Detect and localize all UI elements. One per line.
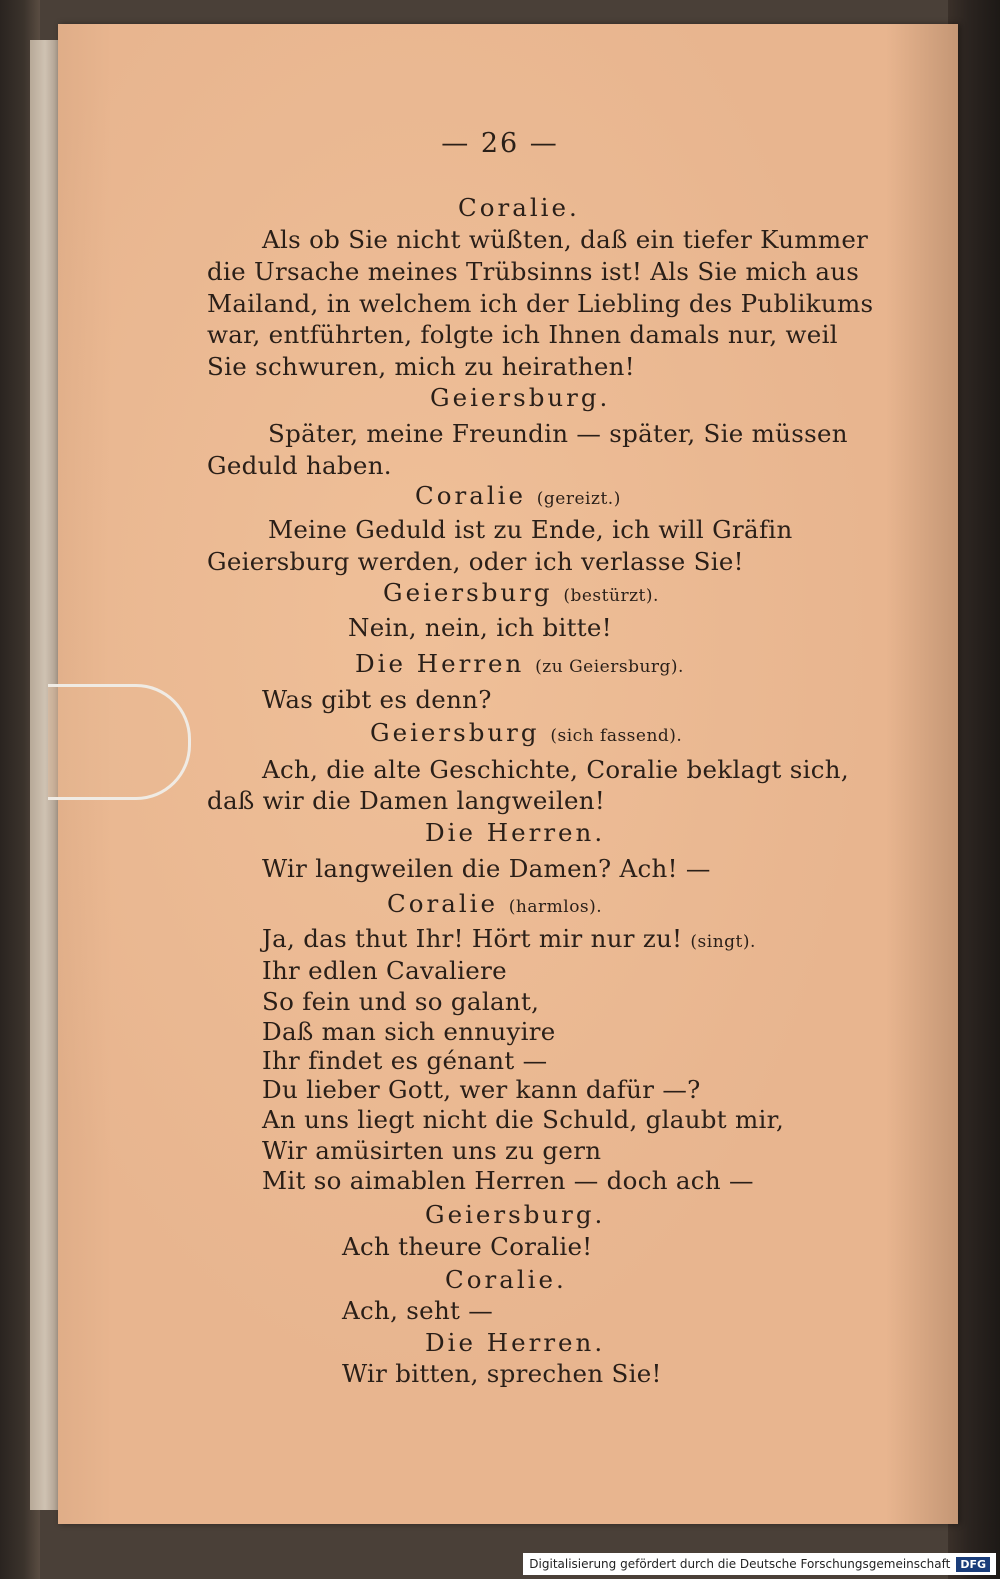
speaker-line: Die Herren (zu Geiersburg).	[355, 649, 684, 678]
speaker-line: Die Herren.	[425, 818, 606, 847]
page-number: — 26 —	[441, 128, 559, 159]
speaker-line: Die Herren.	[425, 1328, 606, 1357]
text-line: daß wir die Damen langweilen!	[207, 786, 605, 815]
text-line: Später, meine Freundin — später, Sie müssen	[268, 419, 848, 448]
speaker-line: Geiersburg.	[425, 1200, 606, 1229]
text-line: Ach, die alte Geschichte, Coralie beklagt sich,	[262, 755, 849, 784]
text-line: Meine Geduld ist zu Ende, ich will Gräfin	[268, 515, 793, 544]
verse-line: Mit so aimablen Herren — doch ach —	[262, 1166, 754, 1195]
text-line: die Ursache meines Trübsinns ist! Als Sie mich aus	[207, 257, 860, 286]
verse-line: Wir amüsirten uns zu gern	[262, 1136, 602, 1165]
text-line: Wir langweilen die Damen? Ach! —	[262, 854, 711, 883]
verse-line: Ihr findet es génant —	[262, 1046, 548, 1075]
speaker-line: Coralie.	[445, 1265, 567, 1294]
speaker-line: Geiersburg (sich fassend).	[370, 718, 683, 747]
text-line: Wir bitten, sprechen Sie!	[342, 1359, 662, 1388]
text-line: Als ob Sie nicht wüßten, daß ein tiefer Kummer	[262, 225, 869, 254]
speaker-line: Coralie (gereizt.)	[415, 481, 621, 510]
verse-line: Ihr edlen Cavaliere	[262, 956, 507, 985]
dfg-logo: DFG	[956, 1557, 990, 1572]
bookmark-tab	[48, 684, 191, 800]
text-line: Sie schwuren, mich zu heirathen!	[207, 352, 635, 381]
text-line: Geiersburg werden, oder ich verlasse Sie!	[207, 547, 744, 576]
speaker-line: Geiersburg.	[430, 383, 611, 412]
verse-line: So fein und so galant,	[262, 987, 540, 1016]
text-line: Mailand, in welchem ich der Liebling des Publikums	[207, 289, 874, 318]
speaker-line: Geiersburg (bestürzt).	[383, 578, 659, 607]
verse-line: Ja, das thut Ihr! Hört mir nur zu! (singt).	[262, 924, 756, 953]
verse-line: Du lieber Gott, wer kann dafür —?	[262, 1075, 701, 1104]
verse-line: An uns liegt nicht die Schuld, glaubt mir,	[262, 1105, 785, 1134]
text-line: Ach, seht —	[342, 1296, 494, 1325]
text-line: Geduld haben.	[207, 451, 392, 480]
text-line: Nein, nein, ich bitte!	[348, 613, 612, 642]
verse-line: Daß man sich ennuyire	[262, 1017, 556, 1046]
footer-text: Digitalisierung gefördert durch die Deutsche Forschungsgemeinschaft	[529, 1557, 951, 1571]
speaker-line: Coralie.	[458, 193, 580, 222]
text-line: Was gibt es denn?	[262, 685, 492, 714]
speaker-line: Coralie (harmlos).	[387, 889, 603, 918]
text-line: war, entführten, folgte ich Ihnen damals nur, weil	[207, 320, 838, 349]
digitization-footer	[523, 1553, 996, 1575]
text-line: Ach theure Coralie!	[342, 1232, 593, 1261]
